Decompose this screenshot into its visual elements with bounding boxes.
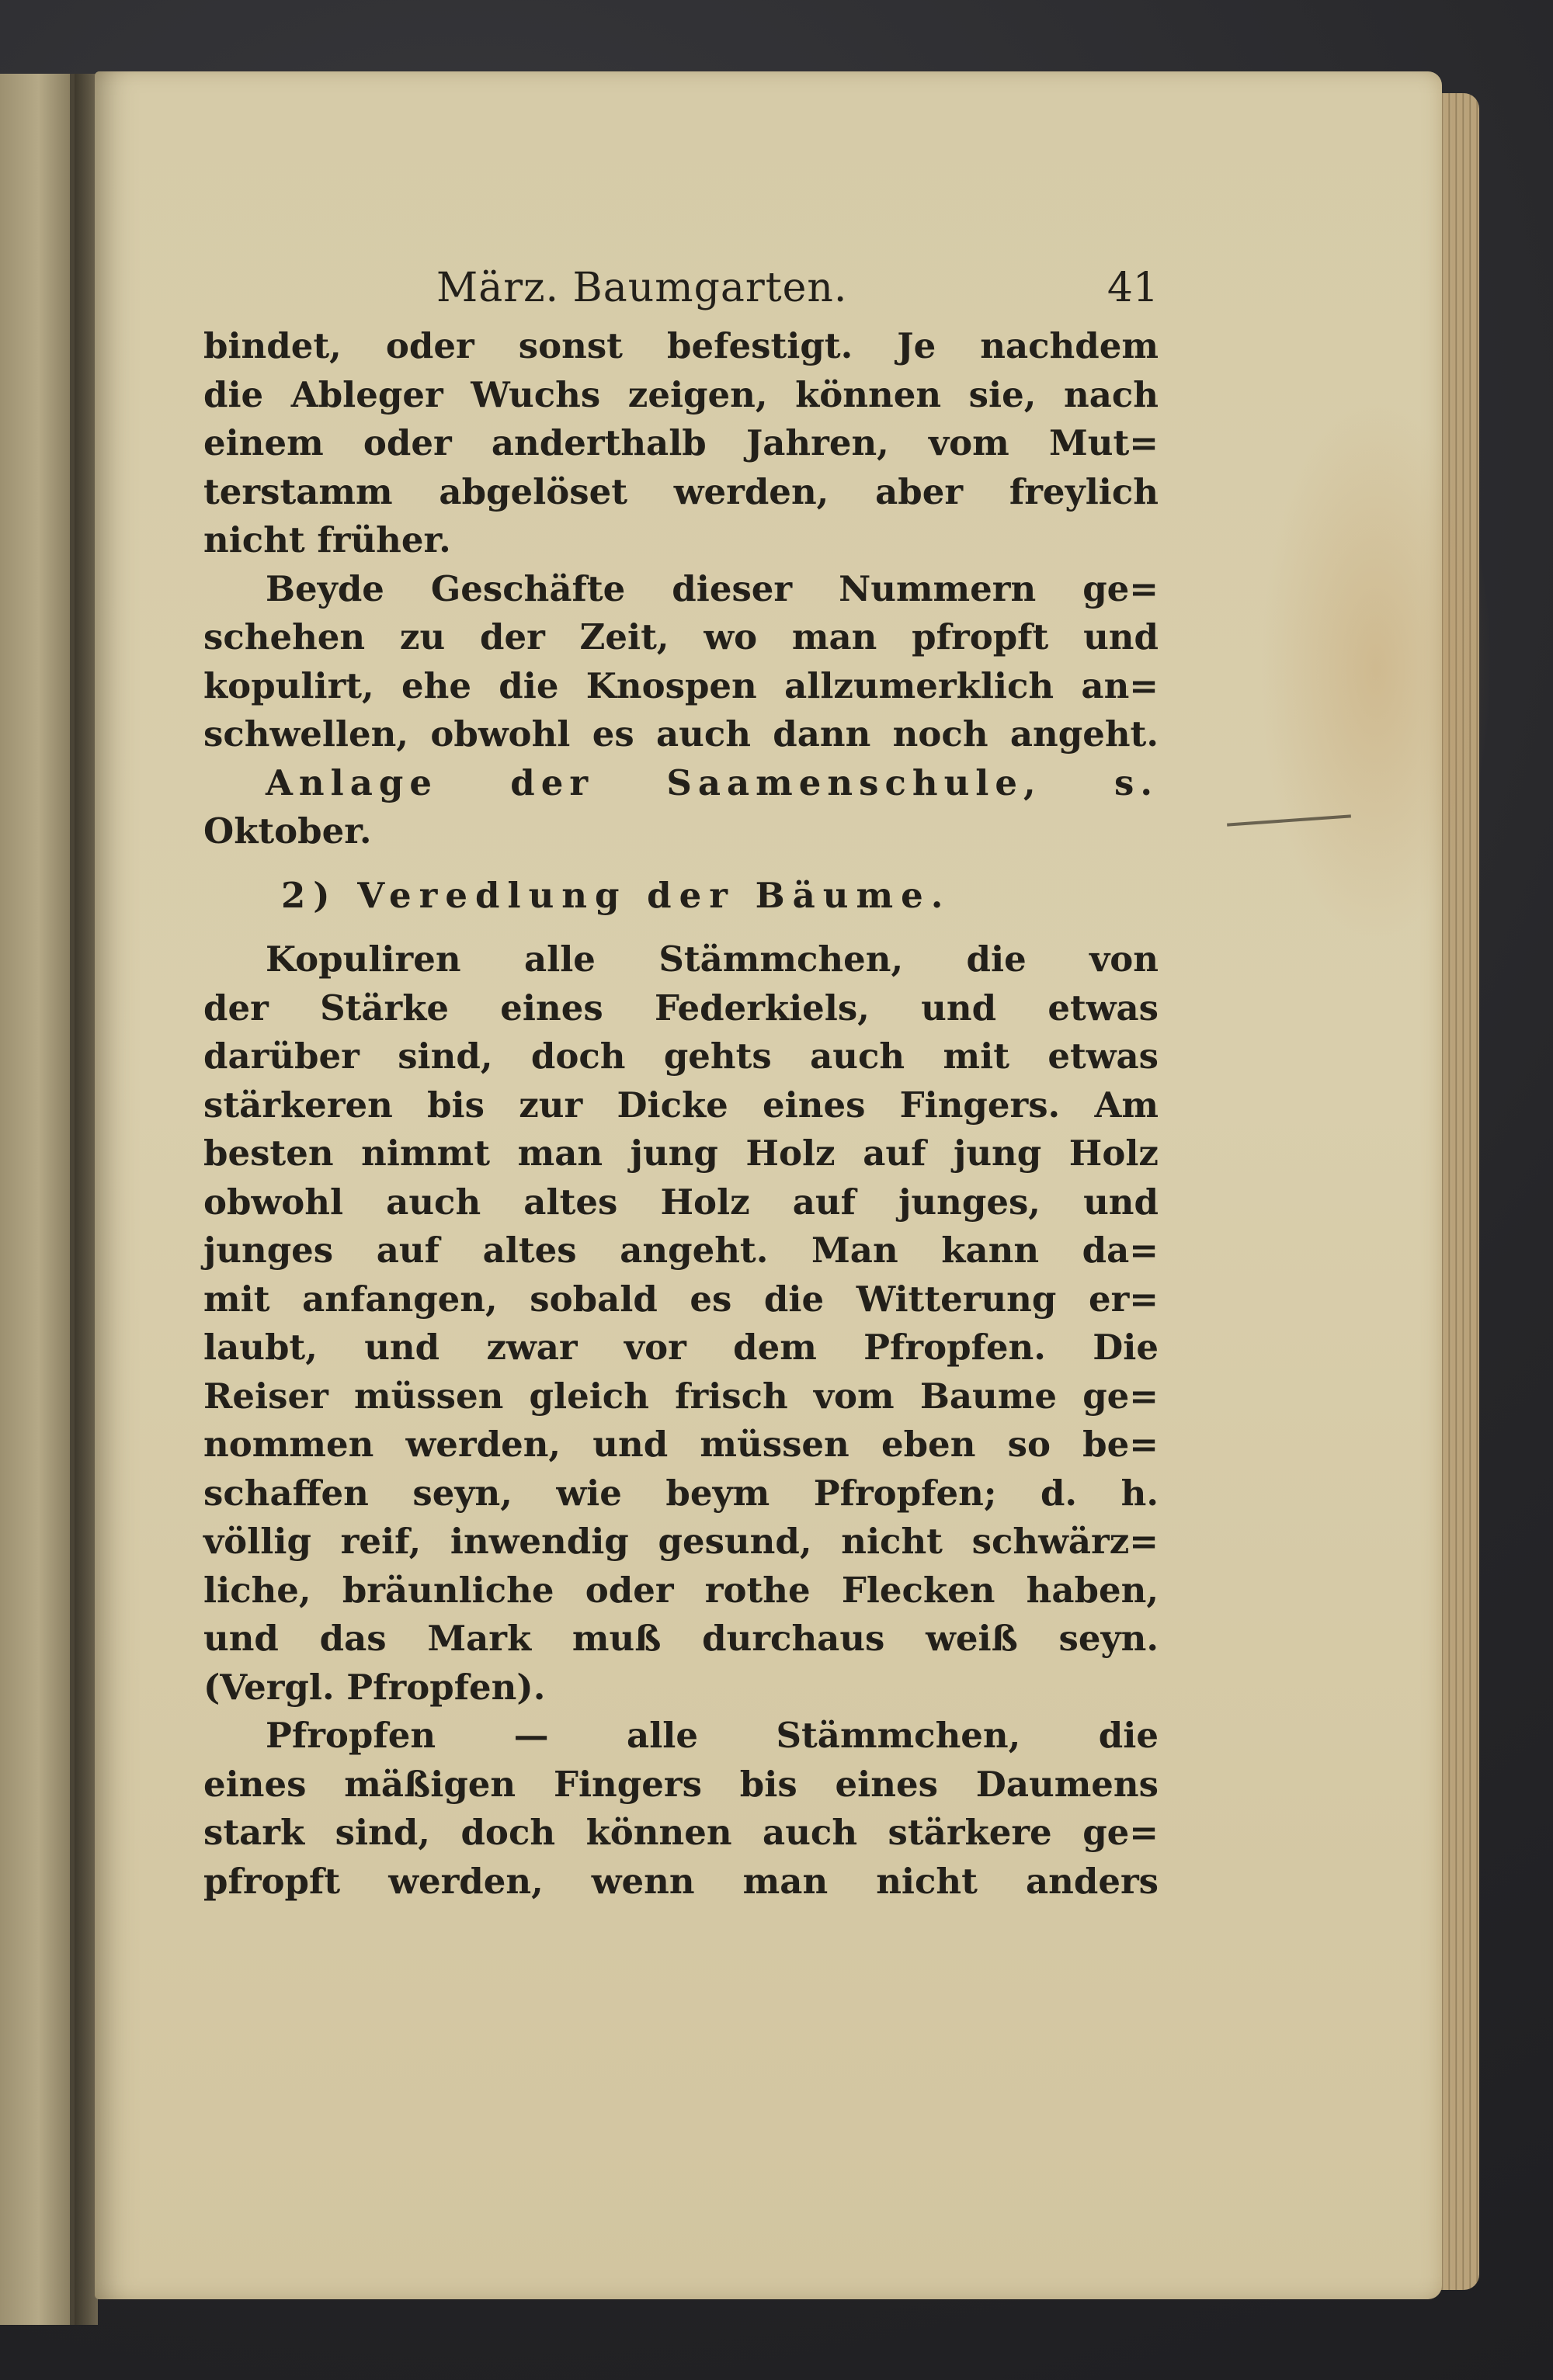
- text-line: obwohl auch altes Holz auf junges, und: [203, 1181, 1159, 1223]
- text-line: Oktober.: [203, 810, 372, 852]
- text-line: die Ableger Wuchs zeigen, können sie, nach: [203, 373, 1159, 415]
- section-heading: 2) Veredlung der Bäume.: [281, 874, 951, 916]
- text-line: nommen werden, und müssen eben so be=: [203, 1424, 1159, 1465]
- text-line: liche, bräunliche oder rothe Flecken haben,: [203, 1569, 1159, 1611]
- text-line: Reiser müssen gleich frisch vom Baume ge=: [203, 1375, 1159, 1417]
- text-line: schaffen seyn, wie beym Pfropfen; d. h.: [203, 1472, 1159, 1514]
- text-line: terstamm abgelöset werden, aber freylich: [203, 470, 1159, 512]
- left-facing-page: [0, 74, 75, 2325]
- text-line: darüber sind, doch gehts auch mit etwas: [203, 1036, 1159, 1077]
- text-line: laubt, und zwar vor dem Pfropfen. Die: [203, 1327, 1159, 1368]
- page-number: 41: [1107, 265, 1159, 311]
- text-line: bindet, oder sonst befestigt. Je nachdem: [203, 325, 1159, 366]
- page-text: [203, 264, 1159, 1906]
- text-line: pfropft werden, wenn man nicht anders: [203, 1860, 1159, 1902]
- text-line: Beyde Geschäfte dieser Nummern ge=: [266, 567, 1159, 609]
- text-line: Pfropfen — alle Stämmchen, die: [266, 1715, 1159, 1756]
- text-line: kopulirt, ehe die Knospen allzumerklich an=: [203, 664, 1159, 706]
- text-line: der Stärke eines Federkiels, und etwas: [203, 987, 1159, 1029]
- text-line: besten nimmt man jung Holz auf jung Holz: [203, 1133, 1159, 1174]
- text-line: einem oder anderthalb Jahren, vom Mut=: [203, 422, 1159, 463]
- text-line: stark sind, doch können auch stärkere ge=: [203, 1812, 1159, 1853]
- text-line: (Vergl. Pfropfen).: [203, 1666, 546, 1708]
- text-line: und das Mark muß durchaus weiß seyn.: [203, 1618, 1159, 1659]
- text-line: schwellen, obwohl es auch dann noch angeht.: [203, 713, 1159, 755]
- text-line: junges auf altes angeht. Man kann da=: [203, 1230, 1159, 1271]
- paper-stain: [1259, 397, 1492, 941]
- text-line: Kopuliren alle Stämmchen, die von: [266, 938, 1159, 980]
- text-line: eines mäßigen Fingers bis eines Daumens: [203, 1763, 1159, 1805]
- text-line: schehen zu der Zeit, wo man pfropft und: [203, 616, 1159, 657]
- text-line: völlig reif, inwendig gesund, nicht schwärz=: [203, 1521, 1159, 1562]
- text-line: mit anfangen, sobald es die Witterung er=: [203, 1278, 1159, 1320]
- page-header: [203, 264, 1159, 322]
- text-line: nicht früher.: [203, 519, 451, 560]
- text-line: stärkeren bis zur Dicke eines Fingers. Am: [203, 1084, 1159, 1126]
- running-title: März. Baumgarten.: [436, 265, 848, 311]
- text-line: Anlage der Saamenschule, s.: [266, 762, 1159, 803]
